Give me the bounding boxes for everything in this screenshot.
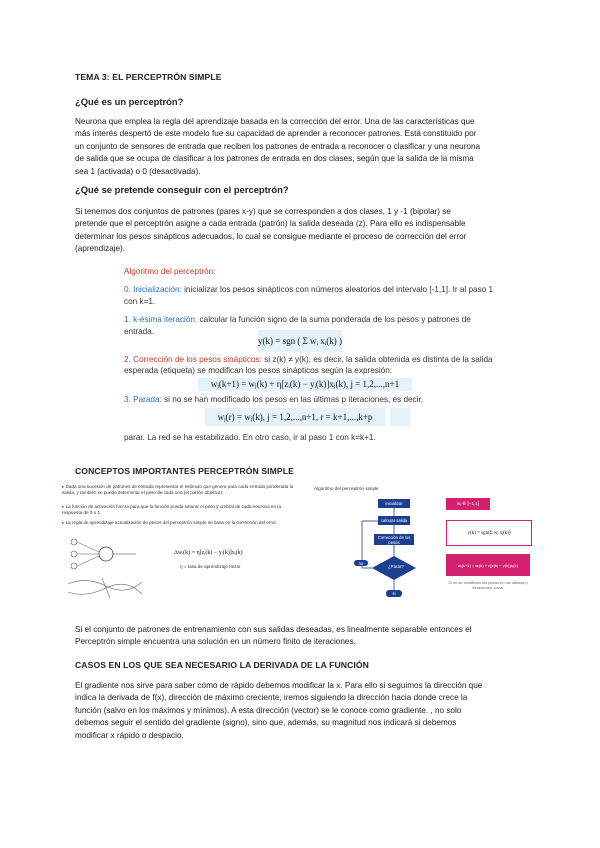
- concept-equation-caption: η = tasa de aprendizaje factor: [180, 564, 241, 569]
- formula-sign: y(k) = sgn ( Σ wᵢ xᵢ(k) ): [258, 330, 342, 352]
- formula-stop-tail: [390, 408, 410, 426]
- flow-yes-tag: sí: [386, 590, 402, 597]
- concept-equation: Δwᵢ(k) = η[zᵢ(k) − yᵢ(k)]xᵢ(k): [174, 550, 243, 556]
- concept-bullet-3: ▸ La regla de aprendizaje actualización de pesos del perceptrón simple se basa en la corrección del error.: [62, 520, 278, 525]
- flow-arrows-icon: [352, 494, 452, 604]
- heading-cases: CASOS EN LOS QUE SEA NECESARIO LA DERIVADA DE LA FUNCIÓN: [75, 660, 369, 670]
- flow-correct-box: Corrección de los pesos: [374, 534, 414, 545]
- algorithm-step2: 2. Corrección de los pesos sinápticos: si z(k) ≠ y(k), es decir, la salida obtenida es distinta de la salida esperada (etiqueta) se modifican los pesos sinápticos según la expresión:: [124, 355, 493, 376]
- heading-concepts: CONCEPTOS IMPORTANTES PERCEPTRÓN SIMPLE: [75, 466, 294, 476]
- concepts-figure-left: [62, 484, 307, 602]
- pink-box-update: wⱼ(k+1) = wⱼ(k) + η[z(k) − y(k)]xⱼ(k): [446, 554, 530, 576]
- paragraph-separable: Si el conjunto de patrones de entrenamiento con sus salidas deseadas, es linealmente separable entonces el Perceptrón simple encuentra una solución en un número finito de iteraciones.: [75, 625, 472, 647]
- flow-stop-label: ¿Parar?: [388, 564, 404, 569]
- pink-box-init: wⱼ ∈ [−1,1]: [446, 498, 490, 510]
- algorithm-step3: 3. Parada: si no se han modificado los pesos en las últimas p iteraciones, es decir,: [124, 395, 424, 404]
- flowchart-title: Algoritmo del perceptrón simple: [314, 486, 379, 491]
- concepts-flowchart: [312, 484, 532, 604]
- concept-bullet-1: ▸ Dada una sucesión de patrones de entrada representar el estímulo que genera para cada entrada ponderada la salida, y también se puede determinar el peso de cada uno (el patrón objetivo).: [62, 484, 294, 495]
- gray-stop-note: Si no se modifican los pesos en las últimas p iteraciones, parar: [446, 580, 530, 600]
- formula-stop: wⱼ(r) = wⱼ(k), j = 1,2,...,n+1, r = k+1,...,k+p: [205, 408, 385, 426]
- algorithm-block: Algoritmo del perceptrón: 0. Inicialización: inicializar los pesos sinápticos con números aleatorios del intervalo [-1,1]. Ir al paso 1 con k=1. 1. k-ésima iteración: calcular la función signo de la suma ponderada de los pesos y patrones de entrada.: [124, 266, 504, 337]
- concept-bullet-2: ▸ La función de activación fuerza para que la función pueda saturar el peso y umbral de cada neurona en la respuesta de 0 o 1.: [62, 504, 281, 515]
- algorithm-title: Algoritmo del perceptrón:: [124, 267, 216, 276]
- paragraph-what-is: Neurona que emplea la regla del aprendizaje basada en la corrección del error. Una de las características que más interés despertó de este modelo fue su capacidad de aprender a reconocer patrones. Está constituido por un conjunto de sensores de entrada que reciben los patrones de entrada a reconocer o clasificar y una neurona de salida que se ocupa de clasificar a los patrones de entrada en dos clases, según que la salida de la misma sea 1 (activada) o 0 (desactivada).: [75, 117, 481, 176]
- paragraph-cases: El gradiente nos sirve para saber cómo de rápido debemos modificar la x. Para ello si seguimos la dirección que indica la derivada de f(x), dirección de máximo creciente, iremos siguiendo la dirección hacia donde crece la función (salvo en los máximos y mínimos). A esta dirección (vector) se le conoce como gradiente. , no solo debemos seguir el sentido del gradiente (signo), sino que, además, su magnitud nos indicará si debemos modificar x rápido o despacio.: [75, 681, 483, 740]
- pink-box-sign: y(k) = sgn(Σ wⱼ xⱼ(k)): [446, 520, 532, 546]
- flow-init-box: inicializar: [378, 499, 410, 508]
- formula-update: wⱼ(k+1) = wⱼ(k) + η[zᵢ(k) − yᵢ(k)]xⱼ(k), j = 1,2,...,n+1: [198, 378, 412, 391]
- flow-calc-box: calcular salida: [378, 516, 410, 525]
- perceptron-diagram-icon: [66, 536, 146, 600]
- heading-what-is: ¿Qué es un perceptrón?: [75, 96, 184, 107]
- algorithm-step3-end: parar. La red se ha estabilizado. En otro caso, ir al paso 1 con k=k+1.: [124, 433, 376, 442]
- flow-no-tag: no: [354, 560, 368, 566]
- paragraph-goal: Si tenemos dos conjuntos de patrones (pares x-y) que se corresponden a dos clases, 1 y -1 (bipolar) se pretende que el perceptrón asigne a cada entrada (patrón) la salida deseada (z). Para ello es indispensable determinar los pesos sinápticos adecuados, lo cual se consigue mediante el proceso de corrección del error (aprendizaje).: [75, 207, 467, 254]
- page-title: TEMA 3: EL PERCEPTRÓN SIMPLE: [75, 72, 222, 82]
- heading-goal: ¿Qué se pretende conseguir con el perceptrón?: [75, 184, 289, 195]
